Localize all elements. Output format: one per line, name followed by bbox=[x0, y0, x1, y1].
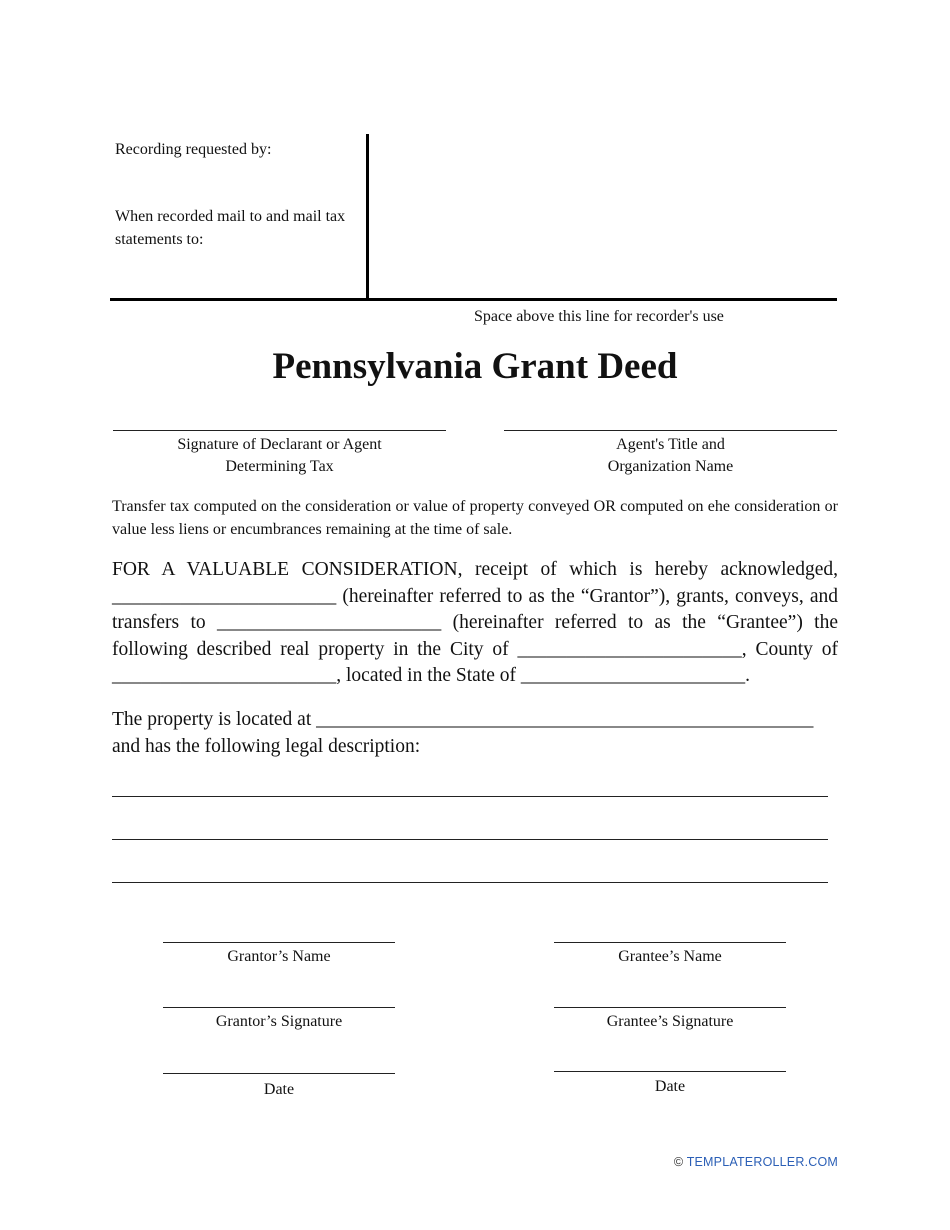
legal-description-line-2[interactable] bbox=[112, 839, 828, 840]
mail-to-label: When recorded mail to and mail tax statements to: bbox=[115, 208, 346, 248]
recorder-use-note: Space above this line for recorder's use bbox=[474, 308, 724, 325]
grantee-name-label: Grantee’s Name bbox=[618, 948, 722, 965]
grantee-signature-line[interactable] bbox=[554, 1007, 786, 1008]
agent-title-caption bbox=[504, 434, 837, 478]
property-location-line: The property is located at ___________________________________________________ bbox=[112, 709, 814, 730]
grantor-date-line[interactable] bbox=[163, 1073, 395, 1074]
grantor-name-line[interactable] bbox=[163, 942, 395, 943]
grantee-date-line[interactable] bbox=[554, 1071, 786, 1072]
declarant-caption bbox=[113, 434, 446, 478]
transfer-tax-paragraph: Transfer tax computed on the consideration or value of property conveyed OR computed on ehe consideration or value less liens or encumbrances remaining at the time of sale. bbox=[112, 498, 838, 538]
footer-brand bbox=[674, 1155, 838, 1169]
agent-caption-line2: Organization Name bbox=[607, 458, 734, 475]
legal-description-line-1[interactable] bbox=[112, 796, 828, 797]
agent-title-line[interactable] bbox=[504, 430, 837, 431]
document-title: Pennsylvania Grant Deed bbox=[272, 346, 678, 387]
grantee-date-label: Date bbox=[654, 1078, 686, 1095]
legal-description-label: and has the following legal description: bbox=[112, 736, 421, 757]
recorder-line bbox=[110, 298, 837, 301]
grantor-signature-line[interactable] bbox=[163, 1007, 395, 1008]
copyright-symbol: © bbox=[673, 1155, 684, 1169]
declarant-signature-line[interactable] bbox=[113, 430, 446, 431]
grantee-signature-label: Grantee’s Signature bbox=[606, 1013, 734, 1030]
agent-caption-line1: Agent's Title and bbox=[616, 436, 725, 453]
declarant-caption-line2: Determining Tax bbox=[225, 458, 334, 475]
legal-description-line-3[interactable] bbox=[112, 882, 828, 883]
grantor-date-label: Date bbox=[263, 1081, 295, 1098]
header-vertical-divider bbox=[366, 134, 369, 300]
property-paragraph bbox=[112, 706, 838, 760]
consideration-paragraph: FOR A VALUABLE CONSIDERATION, receipt of which is hereby acknowledged, _______________________ (hereinafter referred to as the “Grantor”), grants, conveys, and transfers to _______________________ (hereinafter referred to as the “Grantee”) the following described real property in the City of _______________________, County of _______________________, located in the State of _______________________. bbox=[112, 559, 838, 687]
grantee-name-line[interactable] bbox=[554, 942, 786, 943]
declarant-caption-line1: Signature of Declarant or Agent bbox=[177, 436, 382, 453]
recording-requested-label: Recording requested by: bbox=[115, 141, 272, 158]
templateroller-link[interactable]: TEMPLATEROLLER.COM bbox=[686, 1155, 838, 1169]
grantor-signature-label: Grantor’s Signature bbox=[215, 1013, 343, 1030]
grantor-name-label: Grantor’s Name bbox=[227, 948, 331, 965]
